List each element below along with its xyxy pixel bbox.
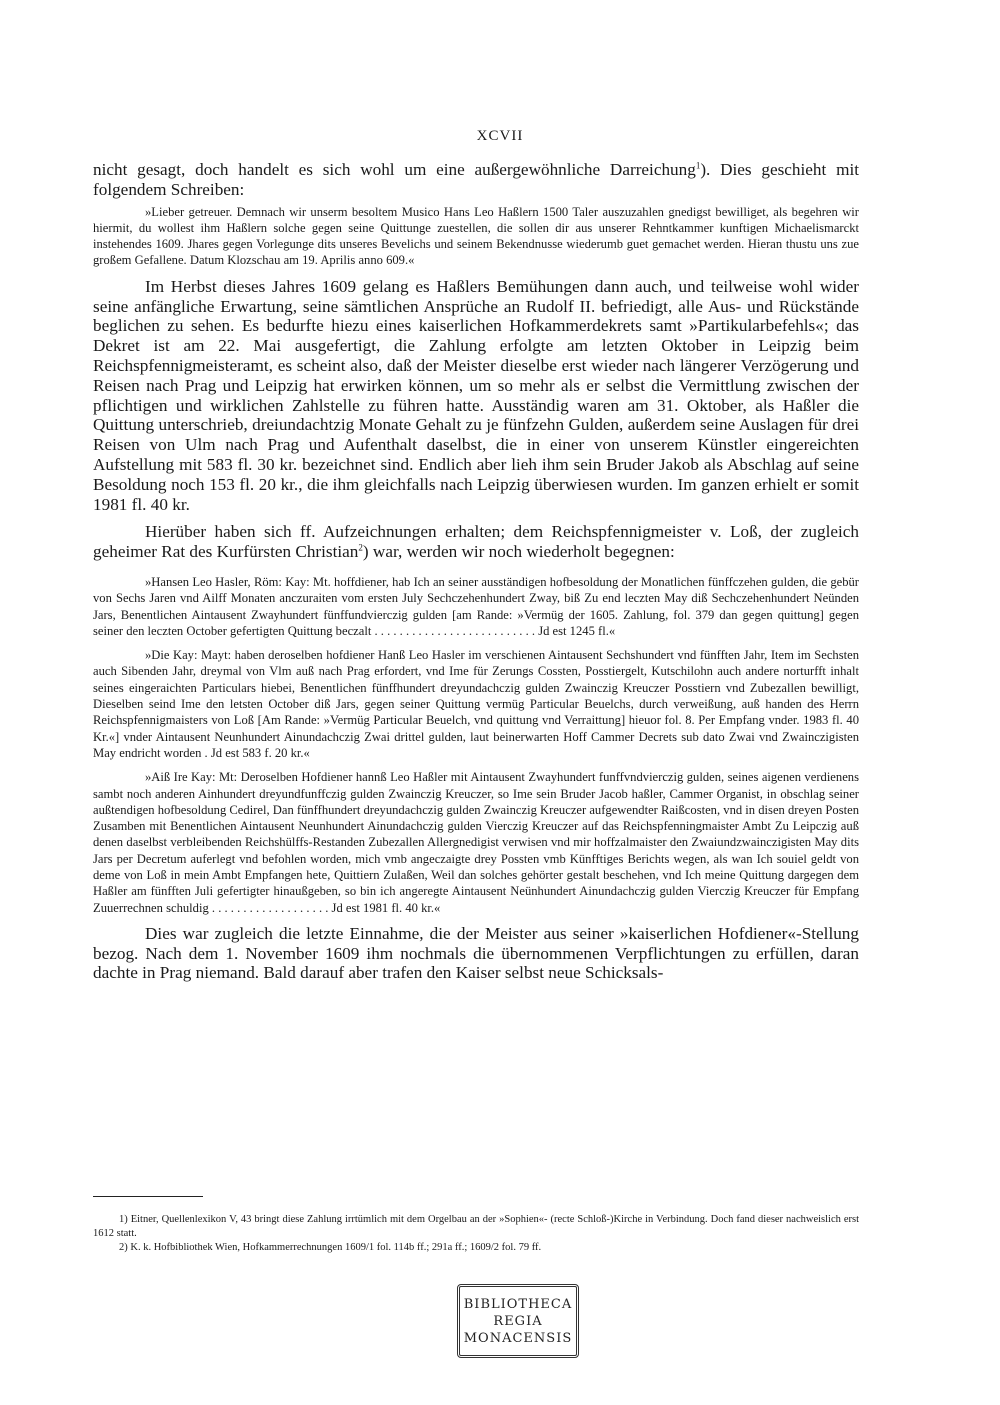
- quote-record-2: »Die Kay: Mayt: haben deroselben hofdiener Hanß Leo Hasler im verschienen Aintausent Sechshundert vnd fünfften Jahr, Item im Sechsten auch Sibenden Jahr, dreymal von Vlm auß nach Prag erfordert, vnd Ime für Zerungs Cossten, Posstiergelt, Kutschilohn auch andere norturfft inhalt seines eingeraichten Particulars hiebei, Benentlichen fünffhundert dreyundachczig gulden Zwainczig Kreuczer Posstiern vnd Zubezallen bewilligt, Dieselben seind Ime den letsten October diß Jars, gegen seiner Quittung vermüg Particular Beuelchs, durch verweißung, auß handen des Herrn Reichspfennigmaisters von Loß [Am Rande: »Vermüg Particular Beuelch, vnd quittung vnd Verraittung] hieuor fol. 8. Per Empfang vnder. 1983 fl. 40 Kr.«] vnder Aintausent Neunhundert Ainundachczig Zwai drittel gulden, laut beinerwarten Hoff Cammer Decrets sub dato Zwai vnd Zwainczigisten May endricht worden . Jd est 583 f. 20 kr.«: [93, 648, 859, 760]
- library-stamp: [457, 1284, 579, 1358]
- quote-letter: »Lieber getreuer. Demnach wir unserm besoltem Musico Hans Leo Haßlern 1500 Taler auszuzahlen gnedigst bewilliget, als begehren wir hiermit, du wollest ihm Haßlern solche gegen seine Quittunge zuestellen, die sollen dir aus unserer Rehntkammer kunftigen Michaelismarckt instehendes 1609. Jhares gegen Vorlegunge dits unseres Bevelichs und seinem Bekendnusse wiederumb guet gemachet werden. Hieran thustu uns zue großem Gefallene. Datum Klozschau am 19. Aprilis anno 609.«: [93, 204, 859, 268]
- paragraph-records: Hierüber haben sich ff. Aufzeichnungen erhalten; dem Reichspfennigmeister v. Loß, der zugleich geheimer Rat des Kurfürsten Christian$^2$) war, werden wir noch wiederholt begegnen:: [93, 522, 859, 562]
- stamp-line-1: BIBLIOTHECA: [463, 1296, 573, 1312]
- footnote-divider: [93, 1196, 203, 1197]
- main-text: [93, 160, 859, 983]
- stamp-line-2: REGIA: [493, 1313, 543, 1329]
- paragraph-autumn-1609: Im Herbst dieses Jahres 1609 gelang es Haßlers Bemühungen dann auch, und teilweise wohl wider seine anfängliche Erwartung, seine sämtlichen Ansprüche an Rudolf II. befriedigt, alle Aus- und Rückstände beglichen zu sehen. Es bedurfte hiezu eines kaiserlichen Hofkammerdekrets samt »Partikularbefehls«; das Dekret ist am 22. Mai ausgefertigt, die Zahlung erfolgte am letzten Oktober in Leipzig beim Reichspfennigmeisteramt, es scheint also, daß der Meister dieselbe erst wieder nach längerer Verzögerung und Reisen nach Prag und Leipzig hat erwirken können, um so mehr als er selbst die Vermittlung zwischen der pflichtigen und wirklichen Zahlstelle zu führen hatte. Ausständig waren am 31. Oktober, als Haßler die Quittung unterschrieb, dreiundachtzig Monate Gehalt zu je fünfzehn Gulden, außerdem seine Auslagen für drei Reisen von Ulm nach Prag und Aufenthalt daselbst, die in einer von unserem Künstler eingereichten Aufstellung mit 583 fl. 30 kr. bezeichnet sind. Endlich aber lieh ihm sein Bruder Jakob als Abschlag auf seine Besoldung noch 153 fl. 20 kr., die ihm gleichfalls nach Leipzig überwiesen wurden. Im ganzen erhielt er somit 1981 fl. 40 kr.: [93, 276, 859, 514]
- paragraph-last-income: Dies war zugleich die letzte Einnahme, die der Meister aus seiner »kaiserlichen Hofdiener«-Stellung bezog. Nach dem 1. November 1609 ihm nochmals die übernommenen Verpflichtungen zu erfüllen, daran dachte in Prag niemand. Bald darauf aber trafen den Kaiser selbst neue Schicksals-: [93, 923, 859, 983]
- quote-record-1: »Hansen Leo Hasler, Röm: Kay: Mt. hoffdiener, hab Ich an seiner ausständigen hofbesoldung der Monatlichen fünffczehen gulden, die gebür von Sechs Jaren vnd Ailff Monaten anczuraiten vom ersten July Sechczehenhundert Zway, biß Zu end leczten May diß Sechczehenhundert Neünden Jars, Benentlichen Aintausent Zwayhundert fünffundvierczig gulden [am Rande: »Vermüg der 1605. Zahlung, fol. 379 dan gegen quittung] gegen seiner den leczten October gefertigten Quittung beczalt . . . . . . . . . . . . . . . . . . . . . . . . . . Jd est 1245 fl.«: [93, 574, 859, 638]
- footnote-1: 1) Eitner, Quellenlexikon V, 43 bringt diese Zahlung irrtümlich mit dem Orgelbau an der »Sophien«- (recte Schloß-)Kirche in Verbindung. Doch fand dieser nachweislich erst 1612 statt.: [93, 1214, 859, 1239]
- stamp-line-3: MONACENSIS: [463, 1330, 573, 1346]
- quote-record-3: »Aiß Ire Kay: Mt: Deroselben Hofdiener hannß Leo Haßler mit Aintausent Zwayhundert funffvndvierczig gulden, seines aigenen verdienens sambt noch anderen Ainhundert dreyundfunffczig gulden Zwainczig Kreuczer, so Ime sein Bruder Jacob haßler, Cammer Organist, in obschlag seiner außtendigen hofbesoldung Cedirel, Dan fünffhundert dreyundachczig gulden Zwainczig Kreuczer aufgewendter Raißcosten, vnd in disen dreyen Posten Zusamben mit Benentlichen Aintausent Neunhundert Ainundachczig gulden Vierczig Kreuczer auf das Reichspfenningmaister Ambt Zu Leipczig auß denen daselbst verbleibenden Reichshülffs-Restanden Zubezallen Allergnedigist verwisen vnd mir hoffzalmaister den Zwaiundzwainczigisten May dits Jars per Decretum auferlegt vnd befohlen worden, mich vmb angeczaigte drey Possten vmb Künfftiges Berichts wegen, als wan Ich souiel geldt von deme von Loß in mein Ambt Empfangen hete, Quittiern Zulaßen, Weil dan solches gehörter gestalt beschehen, vnd Ich meine Quittung dargegen dem Haßler am fünfften Juli gefertigter hinaußgeben, so bin ich angeregte Aintausent Neünhundert Ainundachczig gulden Vierczig Kreuczer für Empfang Zuuerrechnen schuldig . . . . . . . . . . . . . . . . . . . Jd est 1981 fl. 40 kr.«: [93, 770, 859, 915]
- footnotes: [93, 1213, 859, 1255]
- page-number: XCVII: [476, 128, 524, 144]
- footnote-2: 2) K. k. Hofbibliothek Wien, Hofkammerrechnungen 1609/1 fol. 114b ff.; 291a ff.; 1609/2 fol. 79 ff.: [119, 1242, 542, 1253]
- paragraph-intro: nicht gesagt, doch handelt es sich wohl um eine außergewöhnliche Darreichung$^1$). Dies geschieht mit folgendem Schreiben:: [93, 160, 859, 199]
